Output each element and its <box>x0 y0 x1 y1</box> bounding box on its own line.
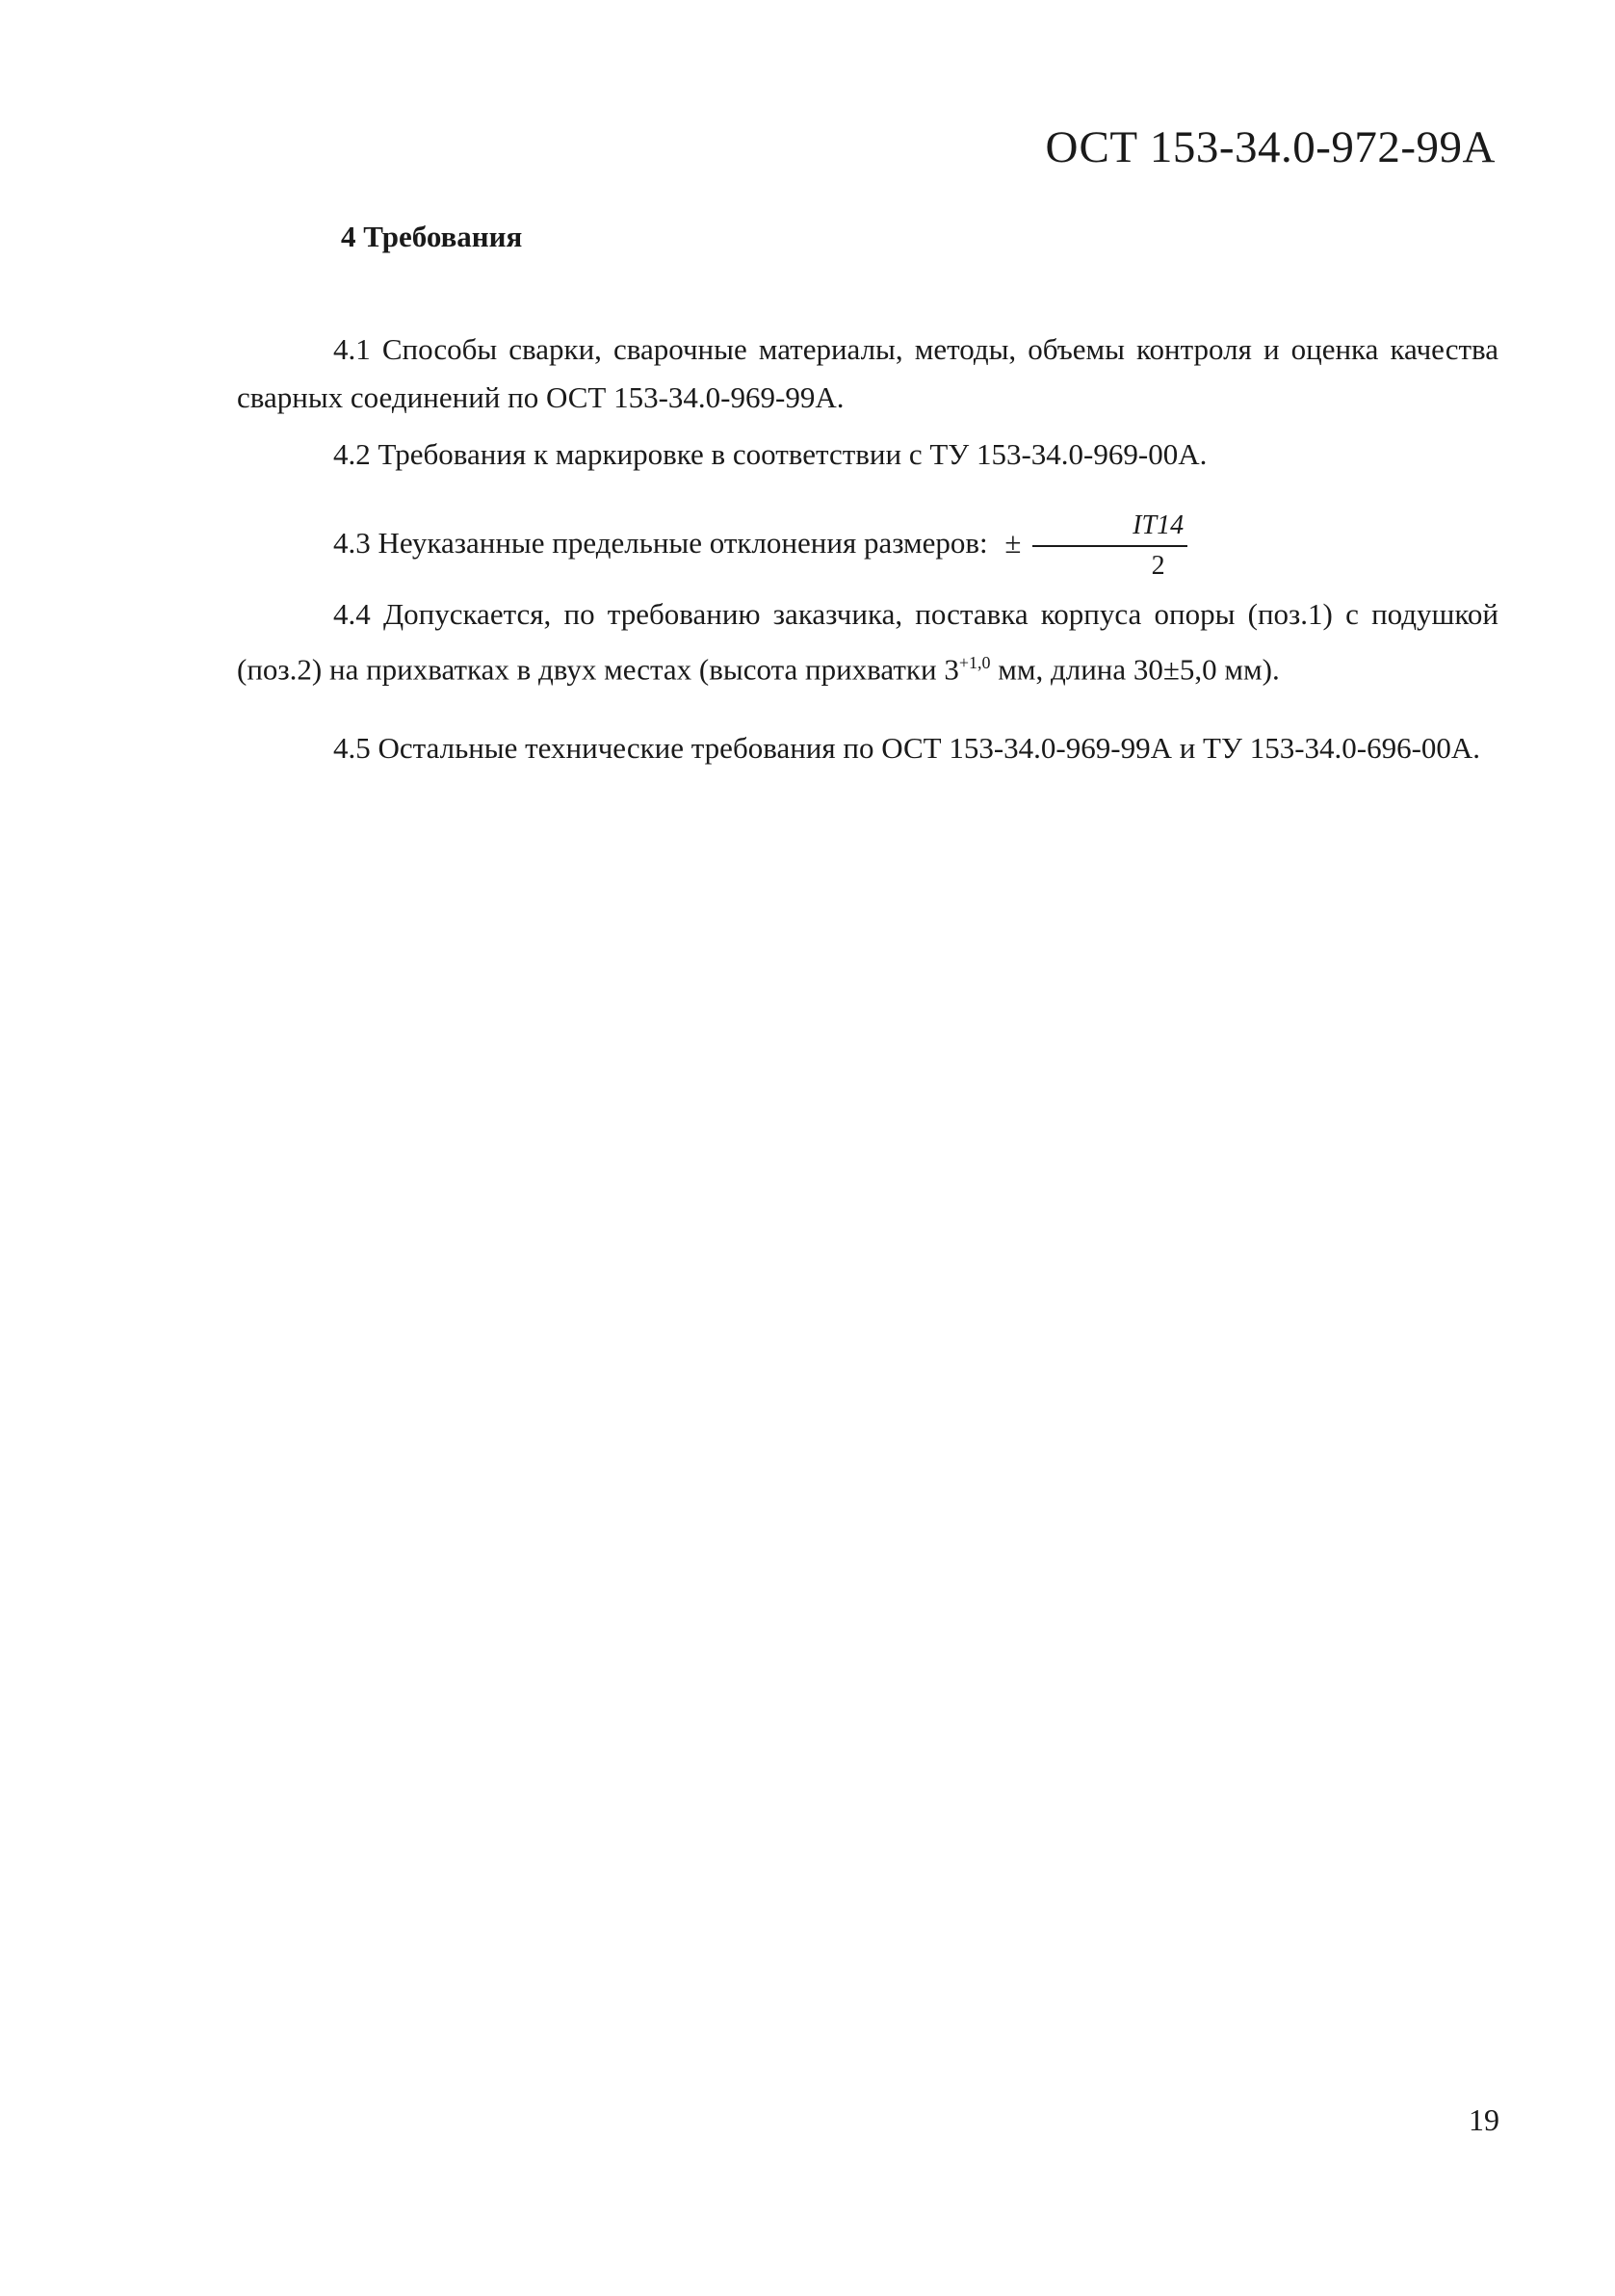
paragraph-4-4 <box>237 590 1498 693</box>
page-number: 19 <box>1469 2102 1499 2137</box>
tolerance-superscript: +1,0 <box>958 653 991 672</box>
paragraph-4-3 <box>237 512 1498 580</box>
paragraph-4-1: 4.1 Способы сварки, сварочные материалы, методы, объемы контроля и оценка качества сварных соединений по ОСТ 153-34.0-969-99А. <box>237 332 1498 414</box>
paragraph-4-4-text-before: 4.4 Допускается, по требованию заказчика, поставка корпуса опоры (поз.1) с подушкой (поз.2) на прихватках в двух местах (высота прихватки 3 <box>237 597 1498 687</box>
paragraph-4-5: 4.5 Остальные технические требования по ОСТ 153-34.0-969-99А и ТУ 153-34.0-696-00А. <box>333 731 1481 765</box>
fraction-numerator: IT14 <box>1032 512 1187 547</box>
document-code: ОСТ 153-34.0-972-99А <box>1045 122 1496 172</box>
section-title: 4 Требования <box>341 220 523 253</box>
paragraph-4-2: 4.2 Требования к маркировке в соответствии с ТУ 153-34.0-969-00А. <box>333 437 1208 471</box>
plus-minus-sign: ± <box>1004 526 1022 561</box>
paragraph-4-4-text-after: мм, длина 30±5,0 мм). <box>990 652 1280 687</box>
fraction-denominator: 2 <box>1151 551 1165 581</box>
paragraph-4-3-text: 4.3 Неуказанные предельные отклонения размеров: <box>333 526 988 561</box>
tolerance-fraction <box>1032 512 1187 580</box>
